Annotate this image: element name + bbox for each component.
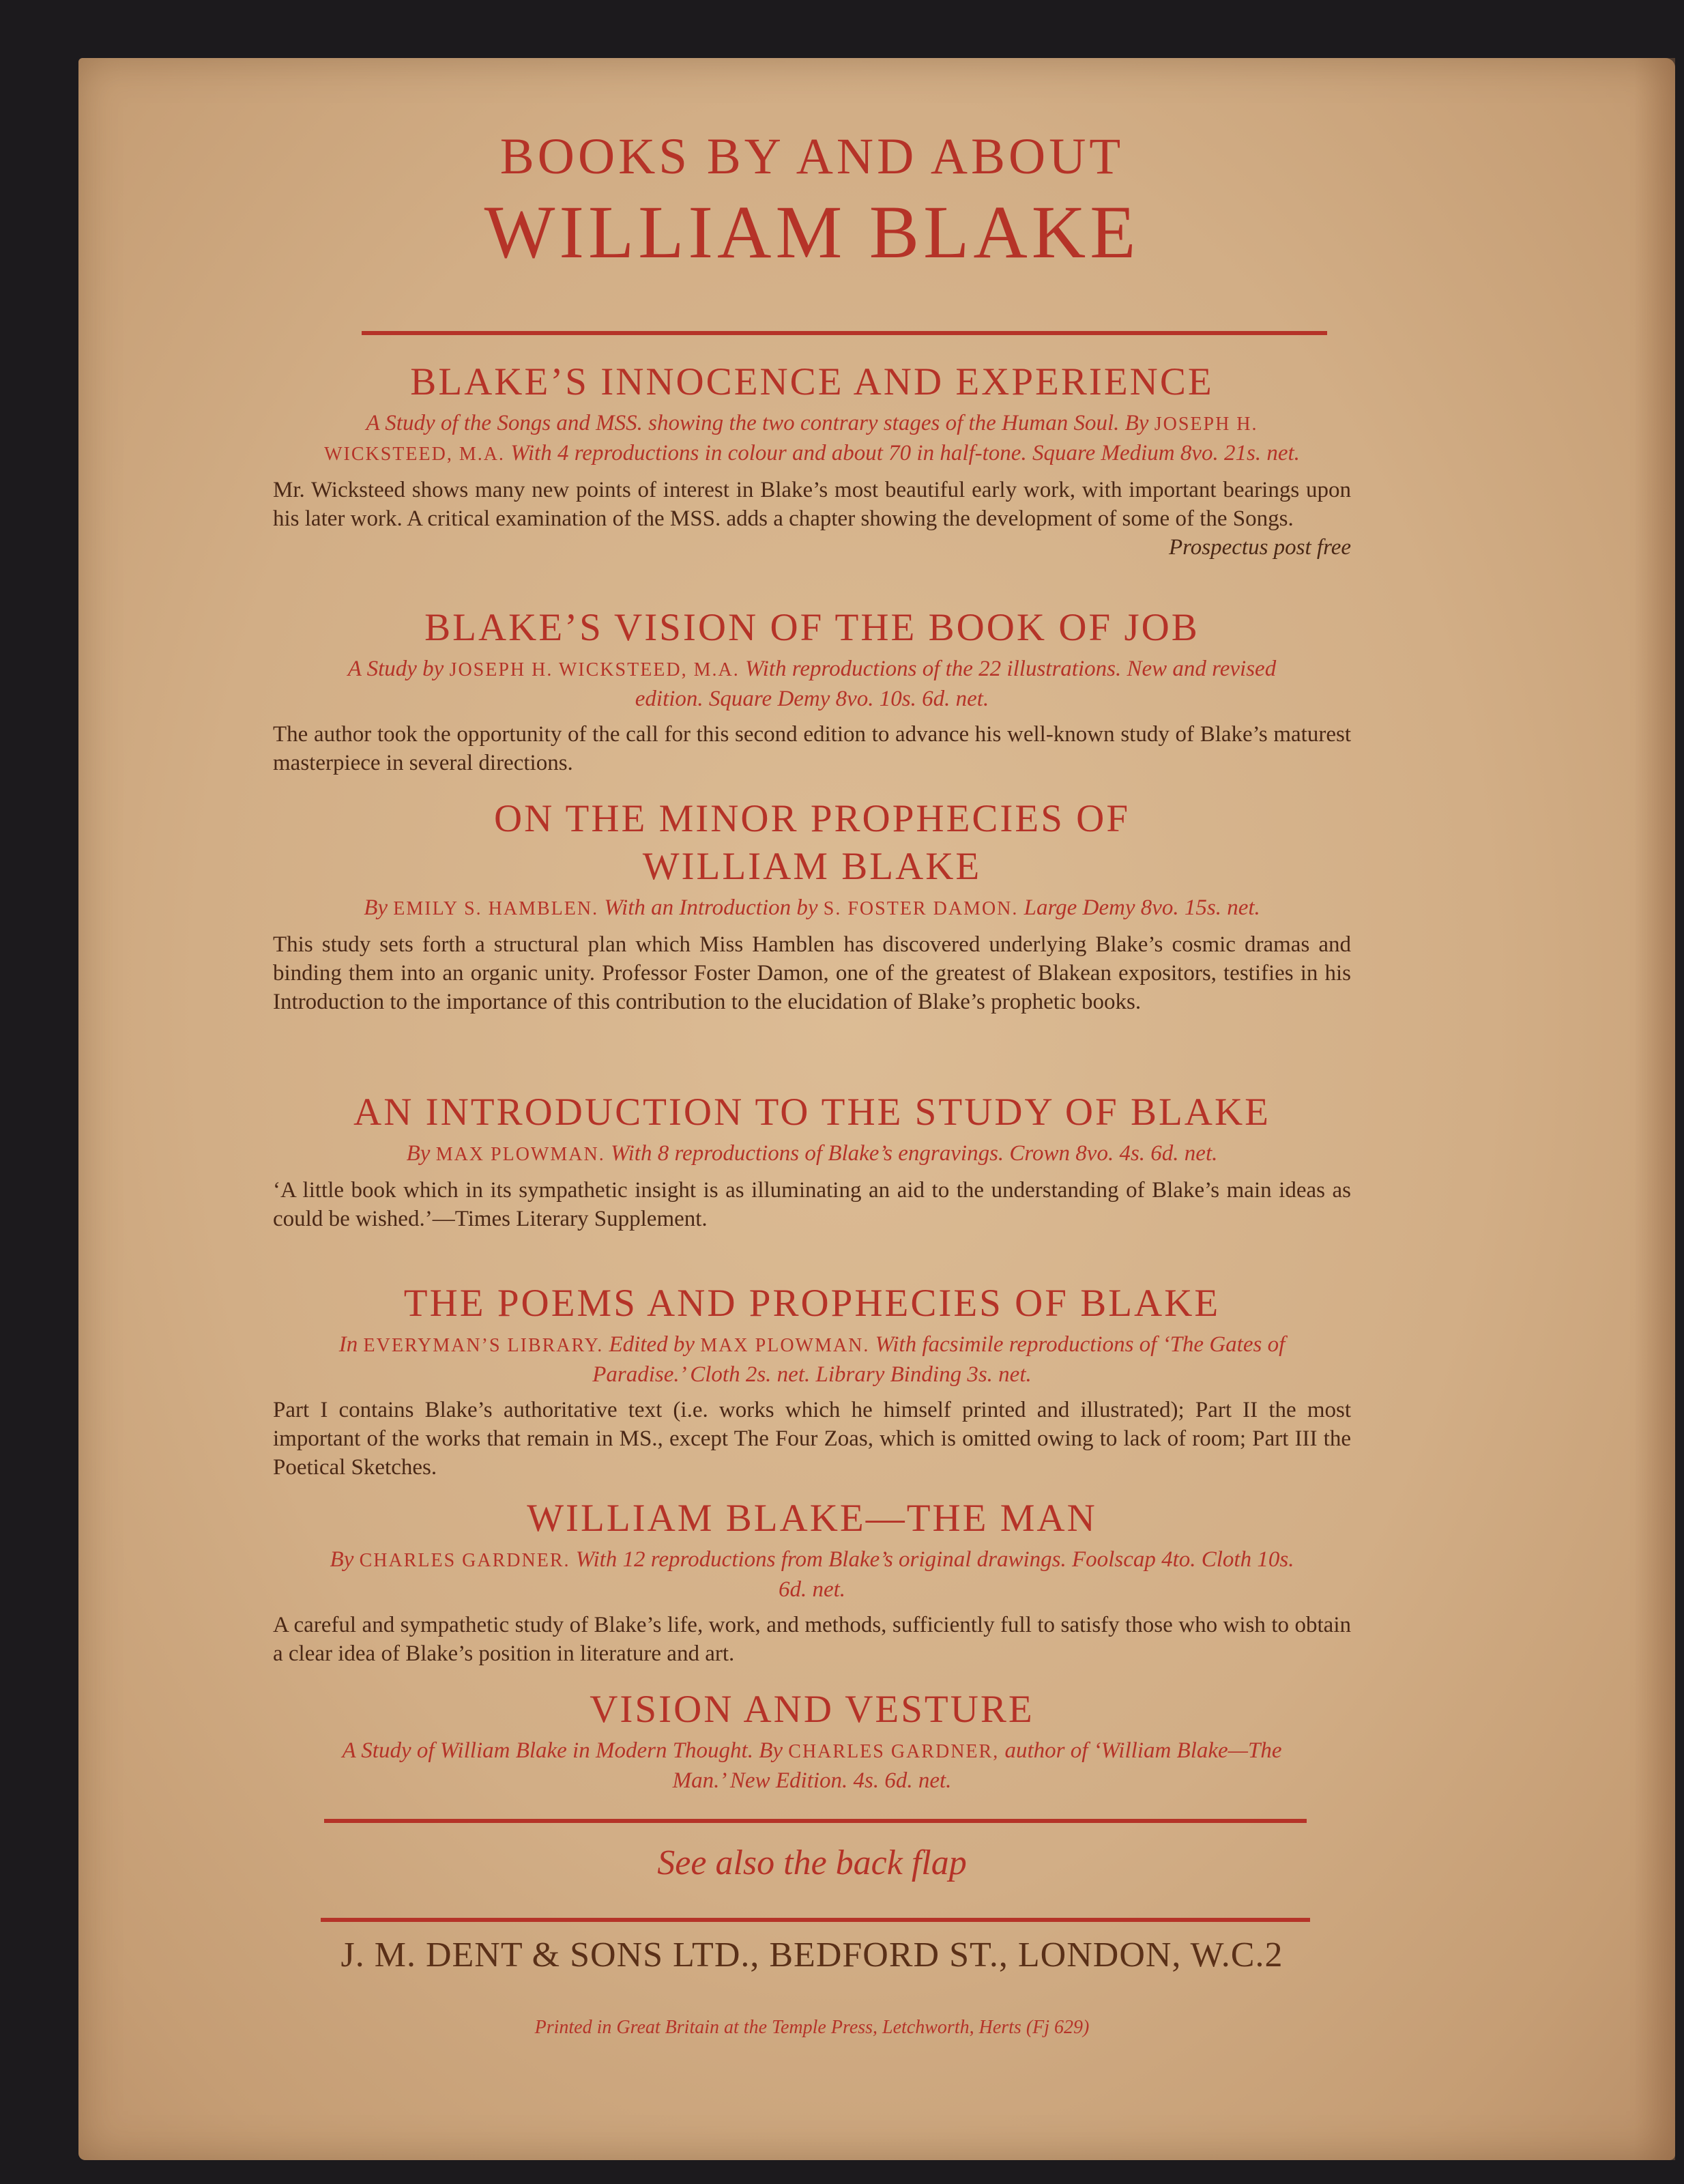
meta-text: A Study of the Songs and MSS. showing the two contrary stages of the Human Soul. By: [366, 411, 1155, 435]
book-details: [314, 893, 1310, 923]
book-entry: [273, 1686, 1351, 1795]
meta-text: In: [338, 1332, 364, 1357]
book-entry: [273, 1280, 1351, 1482]
book-title: WILLIAM BLAKE—THE MAN: [527, 1497, 1097, 1540]
jacket-edge-wear: [1634, 58, 1675, 2160]
book-entry: [273, 604, 1351, 777]
author-name: CHARLES GARDNER,: [788, 1741, 1000, 1762]
heading-line1: BOOKS BY AND ABOUT: [499, 128, 1124, 185]
book-description: Part I contains Blake’s authoritative text (i.e. works which he himself printed and illustrated); Part II the most important of the works that remain in MS., except The Four Zoas, which is omitted owing to lack of room; Part III the Poetical Sketches.: [273, 1398, 1351, 1480]
title-line1: ON THE MINOR PROPHECIES OF: [493, 797, 1131, 840]
introducer-name: S. FOSTER DAMON.: [823, 898, 1019, 919]
book-details: [314, 1736, 1310, 1795]
bottom-rule: [324, 1819, 1307, 1823]
book-title: [273, 795, 1351, 891]
meta-text: A Study by: [347, 657, 450, 681]
series-name: EVERYMAN’S LIBRARY.: [363, 1335, 604, 1356]
description-text: Mr. Wicksteed shows many new points of interest in Blake’s most beautiful early work, with important bearings upon his later work. A critical examination of the MSS. adds a chapter showing the development of some of the Songs.: [273, 478, 1351, 531]
meta-text: Edited by: [603, 1332, 701, 1357]
top-rule: [362, 331, 1327, 335]
heading-line2: WILLIAM BLAKE: [484, 190, 1140, 274]
publisher-imprint: J. M. DENT & SONS LTD., BEDFORD ST., LONDON, W.C.2: [340, 1936, 1283, 1974]
book-entry: [273, 1089, 1351, 1233]
book-description: ‘A little book which in its sympathetic insight is as illuminating an aid to the understanding of Blake’s main ideas as could be wished.’—Times Literary Supplement.: [273, 1178, 1351, 1231]
meta-text: A Study of William Blake in Modern Thought. By: [342, 1738, 789, 1763]
title-line2: WILLIAM BLAKE: [642, 845, 982, 888]
book-description: [273, 476, 1351, 560]
page-heading: [273, 126, 1351, 276]
book-entry: [273, 795, 1351, 1016]
book-title: BLAKE’S VISION OF THE BOOK OF JOB: [424, 606, 1200, 649]
book-details: [314, 1545, 1310, 1604]
printer-line: Printed in Great Britain at the Temple Press, Letchworth, Herts (Fj 629): [534, 2017, 1090, 2038]
book-details: [314, 1139, 1310, 1169]
meta-text: With reproductions of the 22 illustrations. New and revised edition. Square Demy 8vo. 10s. 6d. net.: [635, 657, 1277, 711]
meta-text: With an Introduction by: [598, 895, 824, 920]
meta-text: Large Demy 8vo. 15s. net.: [1018, 895, 1260, 920]
book-details: [314, 409, 1310, 469]
meta-text: By: [330, 1547, 360, 1572]
book-description: The author took the opportunity of the call for this second edition to advance his well-known study of Blake’s maturest masterpiece in several directions.: [273, 722, 1351, 775]
author-name: JOSEPH H. WICKSTEED, M.A.: [449, 659, 740, 680]
book-details: [314, 1330, 1310, 1389]
book-title: THE POEMS AND PROPHECIES OF BLAKE: [403, 1282, 1221, 1325]
editor-name: MAX PLOWMAN.: [700, 1335, 870, 1356]
author-name: JOSEPH H. WICKSTEED, M.A.: [324, 414, 1258, 465]
prospectus-note: Prospectus post free: [1168, 535, 1351, 560]
see-also-note: See also the back flap: [657, 1843, 967, 1882]
book-description: This study sets forth a structural plan which Miss Hamblen has discovered underlying Blake’s cosmic dramas and binding them into an organic unity. Professor Foster Damon, one of the greatest of Blakean expositors, testifies in his Introduction to the importance of this contribution to the elucidation of Blake’s prophetic books.: [273, 932, 1351, 1014]
meta-text: With 12 reproductions from Blake’s original drawings. Foolscap 4to. Cloth 10s. 6d. net.: [570, 1547, 1294, 1602]
book-entry: [273, 358, 1351, 562]
meta-text: With facsimile reproductions of ‘The Gates of Paradise.’ Cloth 2s. net. Library Binding 3s. net.: [592, 1332, 1286, 1387]
author-name: EMILY S. HAMBLEN.: [393, 898, 599, 919]
book-description: A careful and sympathetic study of Blake’s life, work, and methods, sufficiently full to satisfy those who wish to obtain a clear idea of Blake’s position in literature and art.: [273, 1613, 1351, 1666]
author-name: CHARLES GARDNER.: [359, 1550, 570, 1571]
book-details: [314, 655, 1310, 713]
book-title: AN INTRODUCTION TO THE STUDY OF BLAKE: [353, 1091, 1271, 1134]
meta-text: By: [406, 1141, 436, 1166]
meta-text: By: [364, 895, 394, 920]
footer-rule: [321, 1918, 1310, 1922]
book-entry: [273, 1495, 1351, 1668]
author-name: MAX PLOWMAN.: [435, 1144, 605, 1165]
book-title: VISION AND VESTURE: [590, 1688, 1034, 1731]
meta-text: author of ‘William Blake—The Man.’ New Edition. 4s. 6d. net.: [672, 1738, 1282, 1793]
meta-text: With 8 reproductions of Blake’s engravings. Crown 8vo. 4s. 6d. net.: [605, 1141, 1218, 1166]
meta-text: With 4 reproductions in colour and about 70 in half-tone. Square Medium 8vo. 21s. net.: [504, 441, 1300, 465]
book-title: BLAKE’S INNOCENCE AND EXPERIENCE: [410, 360, 1214, 403]
